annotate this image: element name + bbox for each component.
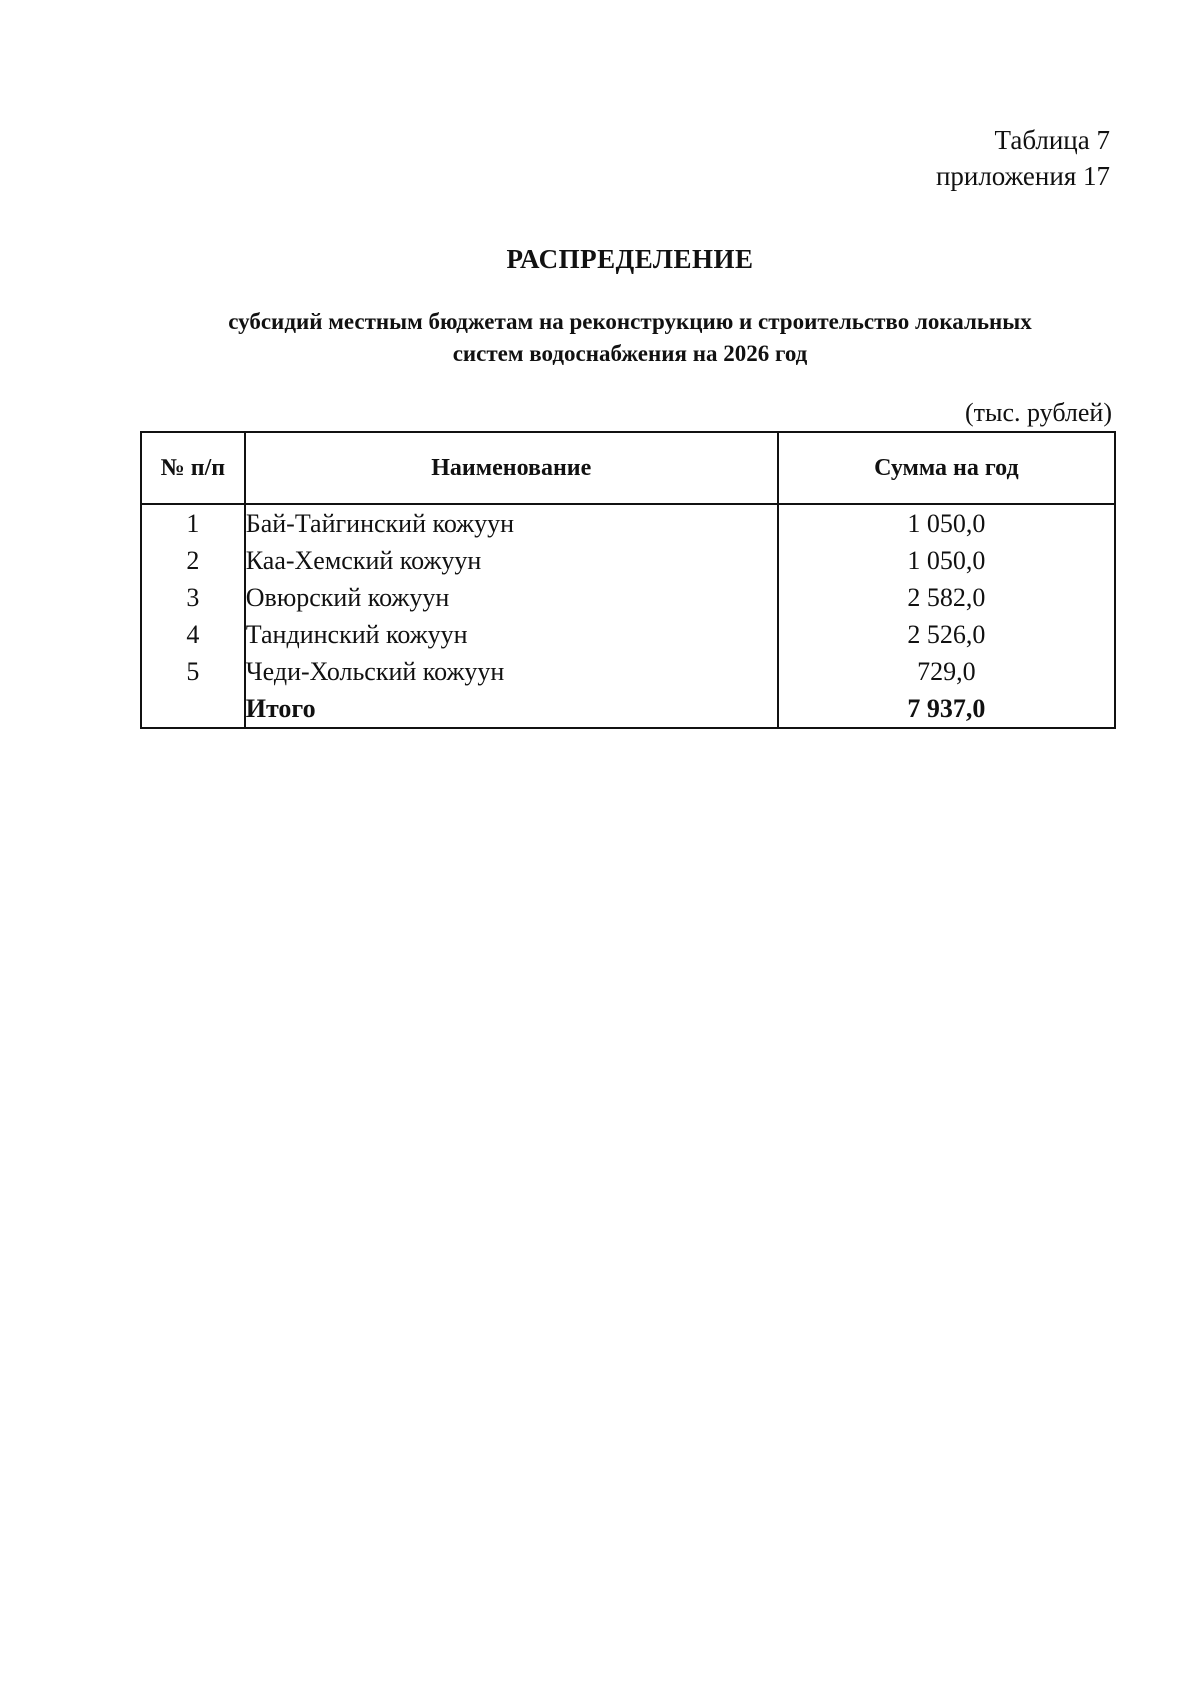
- row-sum: 1 050,0: [778, 504, 1115, 542]
- total-label: Итого: [245, 690, 778, 728]
- total-number-cell: [141, 690, 245, 728]
- row-name: Чеди-Хольский кожуун: [245, 653, 778, 690]
- table-header-row: [141, 432, 1115, 504]
- distribution-table: [140, 431, 1116, 729]
- document-title: РАСПРЕДЕЛЕНИЕ: [506, 244, 754, 274]
- row-number: 4: [141, 616, 245, 653]
- row-sum: 729,0: [778, 653, 1115, 690]
- row-number: 2: [141, 542, 245, 579]
- appendix-number-label: приложения 17: [935, 161, 1110, 191]
- row-name: Овюрский кожуун: [245, 579, 778, 616]
- subtitle-line-1: субсидий местным бюджетам на реконструкцию и строительство локальных: [228, 309, 1032, 334]
- row-sum: 1 050,0: [778, 542, 1115, 579]
- table-row: [141, 504, 1115, 542]
- units-note: (тыс. рублей): [964, 398, 1112, 427]
- column-header-sum: Сумма на год: [778, 432, 1115, 504]
- row-name: Тандинский кожуун: [245, 616, 778, 653]
- subtitle-line-2: систем водоснабжения на 2026 год: [452, 341, 808, 366]
- total-sum: 7 937,0: [778, 690, 1115, 728]
- table-row: [141, 616, 1115, 653]
- table-total-row: [141, 690, 1115, 728]
- table-row: [141, 542, 1115, 579]
- row-number: 3: [141, 579, 245, 616]
- row-number: 1: [141, 504, 245, 542]
- table-row: [141, 579, 1115, 616]
- row-sum: 2 526,0: [778, 616, 1115, 653]
- row-number: 5: [141, 653, 245, 690]
- column-header-name: Наименование: [245, 432, 778, 504]
- table-number-label: Таблица 7: [994, 125, 1110, 155]
- table-row: [141, 653, 1115, 690]
- appendix-reference: [936, 122, 1110, 194]
- document-subtitle: [160, 306, 1100, 370]
- row-name: Каа-Хемский кожуун: [245, 542, 778, 579]
- row-sum: 2 582,0: [778, 579, 1115, 616]
- column-header-number: № п/п: [141, 432, 245, 504]
- row-name: Бай-Тайгинский кожуун: [245, 504, 778, 542]
